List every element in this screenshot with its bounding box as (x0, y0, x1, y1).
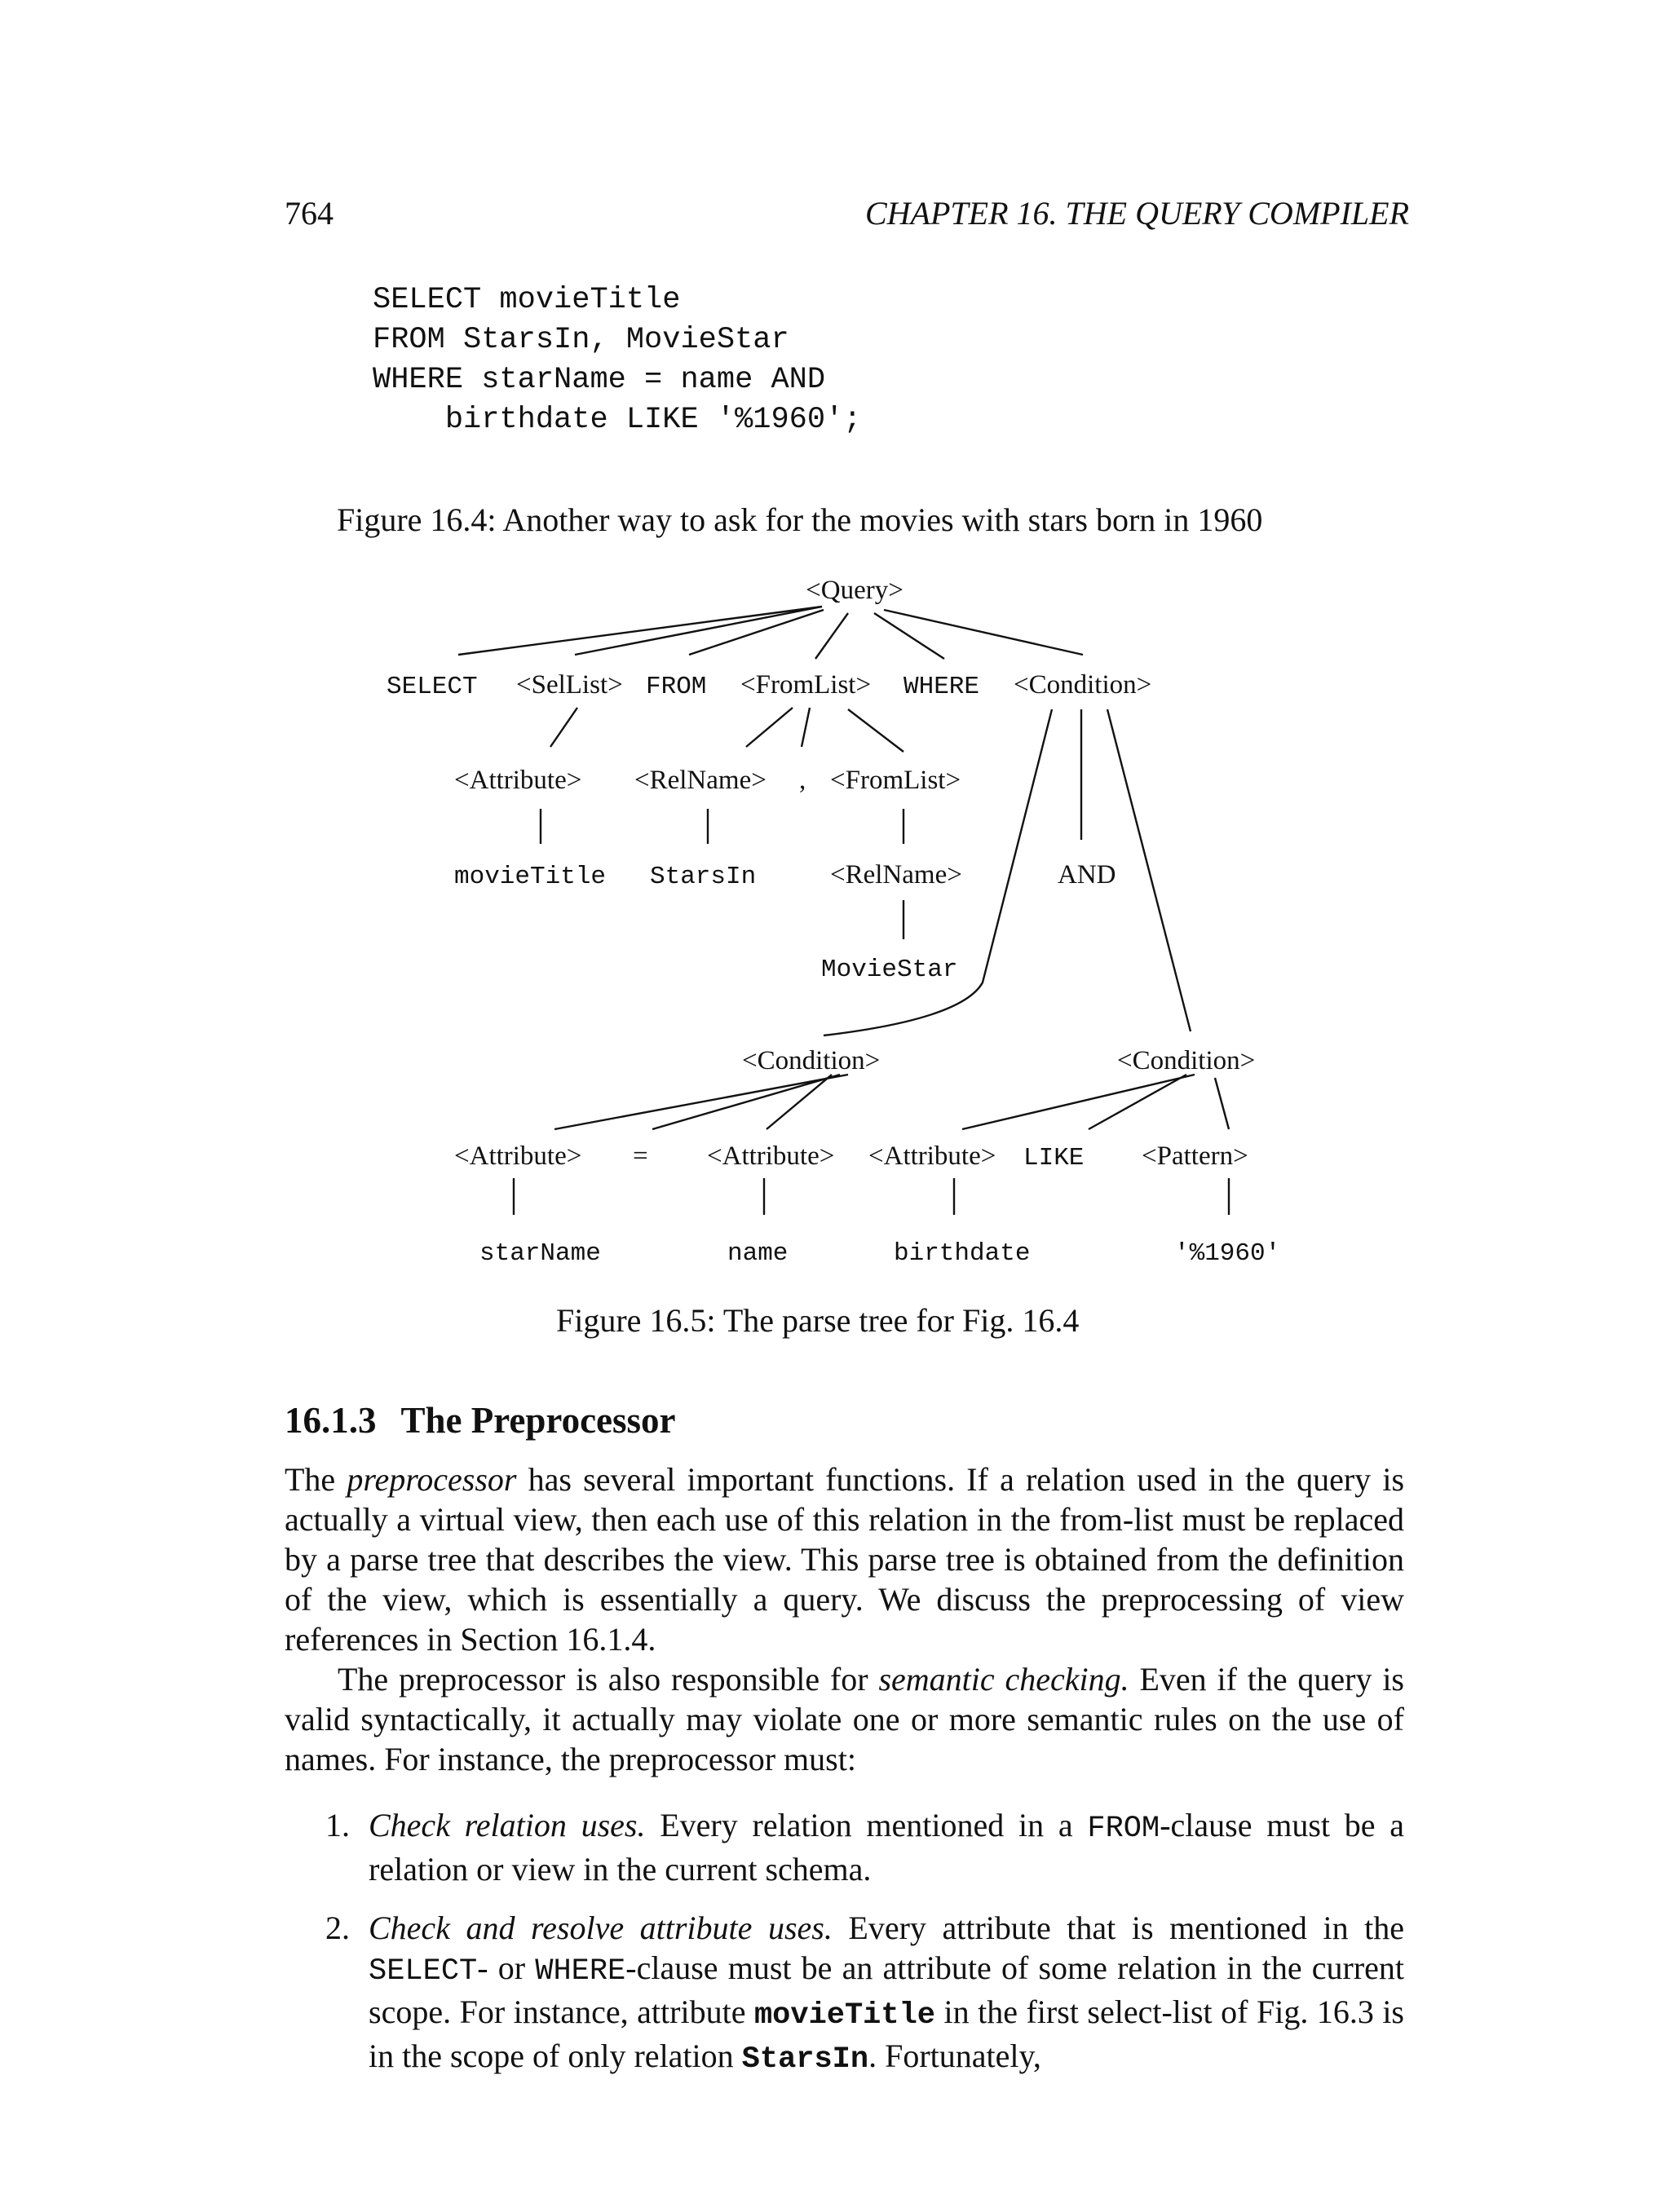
tree-edge (815, 613, 848, 659)
tree-edge (746, 708, 793, 747)
tree-edge (802, 708, 810, 747)
node-fromlist: <FromList> (740, 670, 872, 700)
tree-edge (575, 607, 822, 655)
node-equals: = (633, 1141, 648, 1171)
text: . Fortunately, (868, 2038, 1041, 2074)
node-attribute: <Attribute> (868, 1141, 996, 1171)
page-number: 764 (285, 195, 334, 232)
node-attribute: <Attribute> (454, 1141, 582, 1171)
list-marker: 2. (325, 1910, 350, 1946)
node-pattern-value: '%1960' (1174, 1239, 1281, 1268)
sql-line: FROM StarsIn, MovieStar (373, 323, 789, 357)
code-keyword: SELECT (369, 1954, 478, 1989)
paragraph (285, 1659, 1404, 1779)
text: Every relation mentioned in a (645, 1807, 1088, 1843)
text: has several important functions. If a relation used in the query is actually a virtual view, then each use of this relation in the from-list must be replaced by a parse tree that describes the view. This parse tree is obtained from the definition of the view, which is essentially a query. We discuss the preprocessing of view references in Section 16.1.4. (285, 1461, 1405, 1658)
list-item (325, 1908, 1404, 2080)
figure-16-5-caption: Figure 16.5: The parse tree for Fig. 16.4 (556, 1302, 1080, 1339)
code-keyword: FROM (1087, 1812, 1160, 1846)
text: -clause must be an attribute of some relation in the current scope. For instance, attribute (369, 1949, 1405, 2030)
emphasis: Check relation uses. (369, 1807, 646, 1843)
code-keyword: WHERE (535, 1954, 626, 1989)
paragraph (285, 1459, 1404, 1659)
section-number: 16.1.3 (285, 1400, 377, 1441)
tree-edge (884, 610, 1083, 655)
text: Even if the query is valid syntactically, it actually may violate one or more semantic rules on the use of names. For instance, the preprocessor must: (285, 1661, 1404, 1777)
tree-edge (1215, 1078, 1229, 1129)
text: in the first select-list of Fig. 16.3 is in the scope of only relation (369, 1993, 1404, 2074)
node-from-keyword: FROM (646, 673, 707, 701)
node-birthdate: birthdate (894, 1239, 1031, 1268)
node-relname: <RelName> (830, 860, 962, 890)
text: Every attribute that is mentioned in the (832, 1910, 1404, 1946)
node-movietitle: movieTitle (454, 863, 607, 891)
node-starsin: StarsIn (650, 863, 757, 891)
tree-edge (874, 613, 944, 659)
code-identifier: movieTitle (753, 1998, 935, 2033)
node-moviestar: MovieStar (821, 956, 958, 984)
node-query: <Query> (806, 576, 903, 605)
sql-line: WHERE starName = name AND (373, 363, 826, 397)
node-pattern: <Pattern> (1142, 1141, 1248, 1171)
sql-line: SELECT movieTitle (373, 283, 681, 317)
text: The (285, 1461, 347, 1498)
emphasis: preprocessor (347, 1461, 517, 1498)
node-name: name (727, 1239, 789, 1268)
text: The preprocessor is also responsible for (338, 1661, 879, 1698)
section-title: The Preprocessor (400, 1400, 676, 1441)
list-marker: 1. (325, 1807, 350, 1843)
node-starname: starName (479, 1239, 601, 1268)
text: -clause must be a relation or view in the current schema. (369, 1807, 1405, 1887)
node-sellist: <SelList> (516, 670, 623, 700)
running-head: CHAPTER 16. THE QUERY COMPILER (864, 195, 1409, 232)
tree-edge (689, 610, 824, 655)
text: - or (477, 1949, 536, 1986)
code-identifier: StarsIn (741, 2042, 869, 2077)
tree-edge (1107, 709, 1191, 1031)
node-like-keyword: LIKE (1023, 1144, 1085, 1172)
figure-16-4-caption: Figure 16.4: Another way to ask for the movies with stars born in 1960 (337, 501, 1263, 538)
node-comma: , (799, 766, 806, 795)
sql-line: birthdate LIKE '%1960'; (373, 403, 862, 437)
emphasis: semantic checking. (878, 1661, 1129, 1698)
node-relname: <RelName> (634, 766, 767, 795)
emphasis: Check and resolve attribute uses. (369, 1910, 833, 1946)
node-attribute: <Attribute> (707, 1141, 835, 1171)
tree-edge (458, 607, 822, 655)
tree-edge (554, 1075, 848, 1129)
list-item (325, 1805, 1404, 1889)
node-fromlist: <FromList> (830, 766, 961, 795)
node-condition: <Condition> (1014, 670, 1152, 700)
node-select-keyword: SELECT (387, 673, 478, 701)
node-condition: <Condition> (742, 1046, 881, 1075)
tree-edge (962, 1075, 1195, 1129)
section-heading (285, 1399, 676, 1442)
tree-edge (848, 709, 903, 752)
node-where-keyword: WHERE (903, 673, 980, 701)
node-condition: <Condition> (1117, 1046, 1256, 1075)
tree-edge (1089, 1075, 1186, 1129)
node-and: AND (1058, 860, 1116, 890)
tree-edge (652, 1075, 840, 1129)
tree-edge (550, 708, 577, 747)
node-attribute: <Attribute> (454, 766, 582, 795)
